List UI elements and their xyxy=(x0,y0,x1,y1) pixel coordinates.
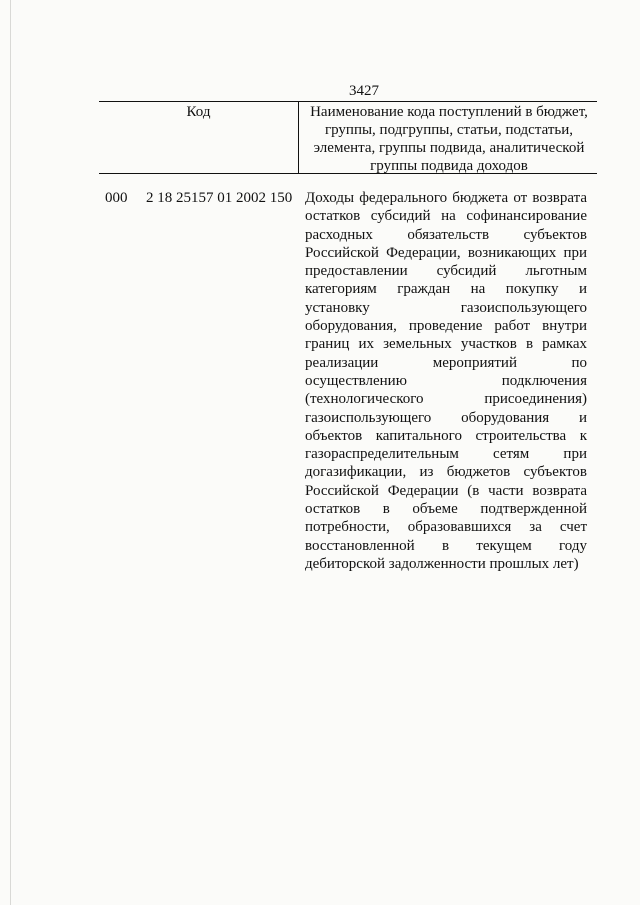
table-header xyxy=(99,101,597,174)
row-admin-code: 000 xyxy=(105,190,128,206)
page-edge xyxy=(10,0,11,905)
row-description: Доходы федерального бюджета от возврата остатков субсидий на софинансирование расходных обязательств субъектов Российской Федерации, возникающих при предоставлении субсидий льготным категориям граждан на покупку и установку газоиспользующего оборудования, проведение работ внутри границ их земельных участков в рамках реализации мероприятий по осуществлению подключения (технологического присоединения) газоиспользующего оборудования и объектов капитального строительства к газораспределительным сетям при догазификации, из бюджетов субъектов Российской Федерации (в части возврата остатков в объеме подтвержденной потребности, образовавшихся за счет восстановленной в текущем году дебиторской задолженности прошлых лет) xyxy=(305,190,587,572)
header-code-label: Код xyxy=(186,104,211,120)
page-number: 3427 xyxy=(349,83,379,99)
header-name-label: Наименование кода поступлений в бюджет, группы, подгруппы, статьи, подстатьи, элемента, группы подвида, аналитической группы подвида доходов xyxy=(310,104,588,174)
row-income-code: 2 18 25157 01 2002 150 xyxy=(146,190,293,206)
header-column-divider xyxy=(298,102,299,173)
